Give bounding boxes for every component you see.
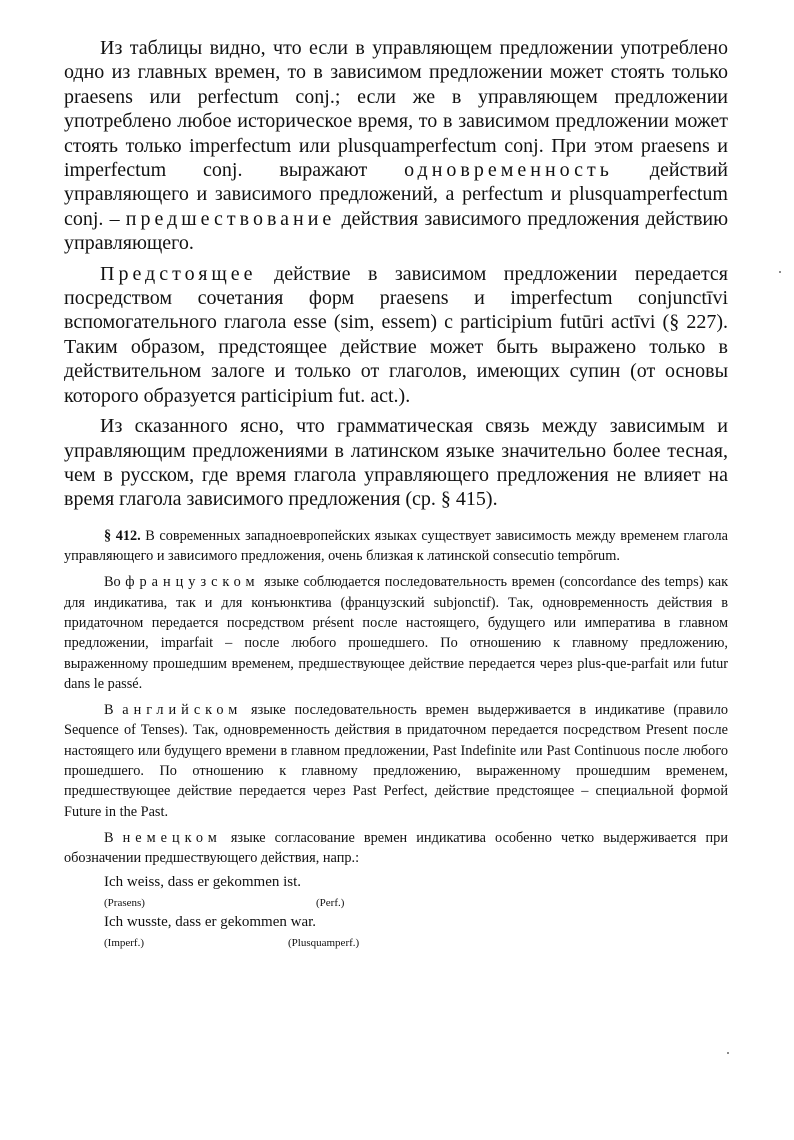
english-text: языке последовательность времен выдерживается в индикативе (правило Sequence of Tenses). Так, одновременность действия в придаточном передается посредством Present после настоящего или будущего времени в главном предложении, Past Indefinite или Past Continuous после любого прошедшего. По отношению к главному предложению, выраженному прошедшим временем, предшествующее действие передается через Past Perfect, действие предстоящее – специальной формой Future in the Past. bbox=[64, 702, 728, 820]
section-intro bbox=[64, 526, 728, 567]
english-paragraph bbox=[64, 700, 728, 822]
section-number: § 412. bbox=[104, 527, 141, 544]
french-text: языке соблюдается последовательность времен (concordance des temps) как для индикатива, так и для конъюнктива (французский subjonctif). Так, одновременность действия в придаточном передается посредством présent после настоящего, будущего или императива в главном предложении, imparfait – после любого прошедшего. По отношению к главному предложению, выраженному прошедшим временем, предшествующее действие передается через plus-que-parfait или futur dans le passé. bbox=[64, 574, 729, 692]
french-spaced-term: французском bbox=[125, 574, 260, 591]
gloss-tense-1a: (Prasens) bbox=[104, 897, 145, 910]
section-412 bbox=[64, 526, 728, 953]
example-sentence-2: Ich wusste, dass er gekommen war. bbox=[104, 914, 317, 931]
p2-spaced-term: Предстоящее bbox=[100, 262, 257, 285]
gloss-tense-2a: (Imperf.) bbox=[104, 937, 145, 950]
main-text bbox=[64, 36, 728, 512]
german-prefix: В bbox=[104, 829, 114, 846]
p1-spaced-term-1: одновременность bbox=[404, 159, 613, 182]
p1-text: Из таблицы видно, что если в управляющем предложении употреблено одно из главных времен, то в зависимом предложении может стоять только praesens или perfectum conj.; если же в управляющем предложении употреблено любое историческое время, то в зависимом предложении может стоять только imperfectum или plusquamperfectum conj. При этом praesens и imperfectum conj. выражают bbox=[64, 37, 728, 182]
section-intro-text: В современных западноевропейских языках существует зависимость между временем глагола управляющего и зависимого предложения, очень близкая к латинской consecutio tempŏrum. bbox=[64, 527, 728, 565]
gloss-tense-1b: (Perf.) bbox=[316, 897, 345, 910]
german-paragraph bbox=[64, 828, 728, 869]
example-gloss-2 bbox=[104, 932, 728, 952]
p2-text: действие в зависимом предложении передается посредством сочетания форм praesens и imperfectum conjunctīvi вспомогательного глагола esse (sim, essem) с participium futūri actīvi (§ 227). Таким образом, предстоящее действие может быть выражено только в действительном залоге и только от глаголов, имеющих супин (от основы которого образуется participium fut. act.). bbox=[64, 262, 728, 407]
paragraph-2 bbox=[64, 262, 728, 408]
english-spaced-term: английском bbox=[122, 702, 243, 719]
example-sentence-1: Ich weiss, dass er gekommen ist. bbox=[104, 874, 302, 891]
english-prefix: В bbox=[104, 702, 114, 719]
german-spaced-term: немецком bbox=[122, 829, 222, 846]
french-prefix: Во bbox=[104, 574, 121, 591]
page-content bbox=[64, 36, 728, 952]
p3-text: Из сказанного ясно, что грамматическая связь между зависимым и управляющим предложениями в латинском языке значительно более тесная, чем в русском, где время глагола управляющего предложения не влияет на время глагола зависимого предложения (ср. § 415). bbox=[64, 415, 728, 511]
example-list bbox=[104, 872, 728, 952]
paragraph-3 bbox=[64, 414, 728, 512]
paragraph-1 bbox=[64, 36, 728, 256]
german-text: языке согласование времен индикатива особенно четко выдерживается при обозначении предшествующего действия, напр.: bbox=[64, 829, 728, 867]
scan-speck bbox=[779, 271, 781, 273]
gloss-tense-2b: (Plusquamperf.) bbox=[288, 937, 360, 950]
french-paragraph bbox=[64, 572, 728, 694]
scan-speck bbox=[727, 1052, 729, 1054]
p1-spaced-term-2: предшествование bbox=[125, 207, 336, 230]
p1-text-mid: действий управляющего и зависимого предложений, а perfectum и plusquamperfectum conj. – bbox=[64, 159, 729, 230]
example-gloss-1 bbox=[104, 892, 728, 912]
p1-text-end: действия зависимого предложения действию управляющего. bbox=[64, 207, 729, 255]
